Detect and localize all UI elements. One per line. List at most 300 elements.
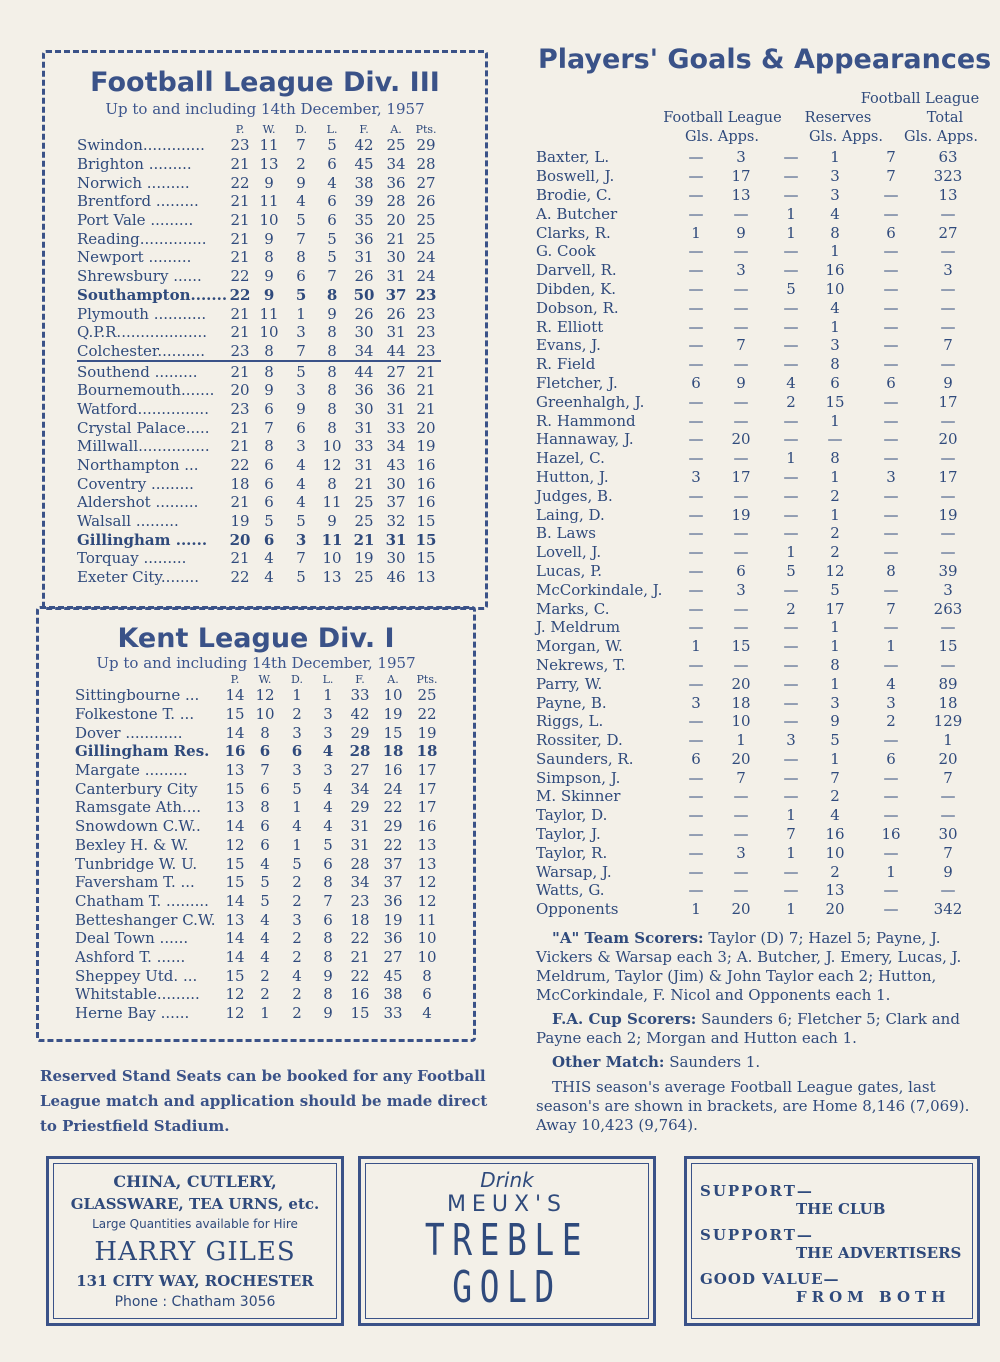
stat-d: 7 bbox=[296, 341, 306, 360]
player-flg: — bbox=[688, 862, 704, 881]
stat-f: 31 bbox=[354, 248, 374, 267]
player-row bbox=[536, 167, 968, 186]
player-ra: 15 bbox=[825, 392, 845, 411]
stat-p: 15 bbox=[225, 966, 245, 985]
player-fla: 13 bbox=[731, 185, 751, 204]
football-league-title: Football League Div. III bbox=[90, 67, 440, 98]
player-ra: 12 bbox=[825, 561, 845, 580]
team-name: Brighton ......... bbox=[77, 155, 192, 174]
stat-a: 31 bbox=[386, 323, 406, 342]
player-ra: 17 bbox=[825, 599, 845, 618]
stat-f: 15 bbox=[350, 1004, 370, 1023]
player-rg: — bbox=[783, 580, 799, 599]
stat-d: 2 bbox=[292, 891, 302, 910]
player-name: R. Hammond bbox=[536, 411, 636, 430]
support-club-1: SUPPORT— bbox=[700, 1182, 814, 1200]
player-row bbox=[536, 486, 968, 505]
giles-line3: Large Quantities available for Hire bbox=[92, 1217, 298, 1231]
player-rg: — bbox=[783, 185, 799, 204]
team-name: Tunbridge W. U. bbox=[75, 854, 198, 873]
player-flg: — bbox=[688, 524, 704, 543]
stat-p: 22 bbox=[230, 568, 250, 587]
player-tg: 4 bbox=[886, 674, 896, 693]
player-flg: — bbox=[688, 185, 704, 204]
player-row bbox=[536, 242, 968, 261]
column-header: L. bbox=[322, 672, 334, 686]
stat-w: 6 bbox=[260, 779, 270, 798]
player-fla: — bbox=[733, 317, 749, 336]
stat-d: 3 bbox=[296, 381, 306, 400]
player-ra: 4 bbox=[830, 298, 840, 317]
other-match bbox=[536, 1053, 981, 1072]
stat-a: 33 bbox=[386, 418, 406, 437]
player-fla: 1 bbox=[736, 731, 746, 750]
stat-p: 21 bbox=[230, 248, 250, 267]
player-row bbox=[536, 355, 968, 374]
table-row bbox=[75, 761, 445, 780]
stat-p: 21 bbox=[230, 155, 250, 174]
player-flg: — bbox=[688, 355, 704, 374]
good-value-1: GOOD VALUE— bbox=[700, 1270, 840, 1288]
player-flg: 6 bbox=[691, 373, 701, 392]
stat-l: 4 bbox=[323, 798, 333, 817]
stat-f: 35 bbox=[354, 211, 374, 230]
player-ta: 13 bbox=[938, 185, 958, 204]
player-ta: 7 bbox=[943, 336, 953, 355]
table-row bbox=[77, 323, 441, 342]
stat-p: 14 bbox=[225, 891, 245, 910]
stat-f: 27 bbox=[350, 761, 370, 780]
table-row bbox=[77, 342, 441, 362]
player-name: McCorkindale, J. bbox=[536, 580, 663, 599]
player-ra: 10 bbox=[825, 279, 845, 298]
player-ra: 1 bbox=[830, 411, 840, 430]
player-ra: 16 bbox=[825, 825, 845, 844]
stat-a: 30 bbox=[386, 549, 406, 568]
stat-a: 19 bbox=[383, 910, 403, 929]
stat-l: 4 bbox=[322, 742, 334, 761]
stat-d: 1 bbox=[292, 798, 302, 817]
player-rg: — bbox=[783, 261, 799, 280]
team-name: Aldershot ......... bbox=[77, 493, 199, 512]
stat-pts: 23 bbox=[415, 285, 437, 304]
stat-l: 4 bbox=[323, 817, 333, 836]
player-ra: 6 bbox=[830, 373, 840, 392]
stat-p: 21 bbox=[230, 437, 250, 456]
stat-w: 8 bbox=[260, 723, 270, 742]
stat-d: 2 bbox=[292, 947, 302, 966]
player-tg: — bbox=[883, 618, 899, 637]
team-name: Q.P.R................... bbox=[77, 323, 208, 342]
stat-f: 45 bbox=[354, 155, 374, 174]
stat-d: 1 bbox=[296, 304, 306, 323]
player-fla: — bbox=[733, 825, 749, 844]
player-name: Lovell, J. bbox=[536, 543, 602, 562]
stat-l: 6 bbox=[323, 854, 333, 873]
stat-d: 3 bbox=[296, 437, 306, 456]
player-ta: — bbox=[940, 298, 956, 317]
player-fla: — bbox=[733, 279, 749, 298]
player-rg: 3 bbox=[786, 731, 796, 750]
stat-d: 4 bbox=[296, 456, 306, 475]
table-row bbox=[77, 173, 441, 192]
player-tg: — bbox=[883, 449, 899, 468]
player-rg: 1 bbox=[786, 204, 796, 223]
player-ra: 3 bbox=[830, 693, 840, 712]
player-flg: — bbox=[688, 317, 704, 336]
stat-l: 1 bbox=[323, 686, 333, 705]
fl-header: Football League bbox=[663, 110, 782, 126]
team-name: Southend ......... bbox=[77, 361, 227, 381]
stat-pts: 20 bbox=[416, 418, 436, 437]
player-ta: — bbox=[940, 411, 956, 430]
reserves-header: Reserves bbox=[804, 110, 872, 126]
player-name: Evans, J. bbox=[536, 336, 601, 355]
player-tg: — bbox=[883, 806, 899, 825]
harry-giles-ad bbox=[46, 1156, 344, 1326]
stat-a: 27 bbox=[381, 361, 411, 381]
player-flg: — bbox=[688, 449, 704, 468]
stat-w: 6 bbox=[260, 835, 270, 854]
meux-drink: Drink bbox=[480, 1168, 534, 1192]
stat-d: 7 bbox=[296, 549, 306, 568]
player-flg: — bbox=[688, 843, 704, 862]
stat-l: 5 bbox=[323, 835, 333, 854]
team-name: Sittingbourne ... bbox=[75, 686, 200, 705]
team-name: Canterbury City bbox=[75, 779, 198, 798]
player-ra: 8 bbox=[830, 449, 840, 468]
player-row bbox=[536, 825, 968, 844]
player-ta: 27 bbox=[938, 223, 958, 242]
player-name: Judges, B. bbox=[536, 486, 613, 505]
player-ta: 30 bbox=[938, 825, 958, 844]
total-cols-header: Gls. Apps. bbox=[904, 129, 978, 145]
stat-pts: 19 bbox=[416, 437, 436, 456]
player-row bbox=[536, 449, 968, 468]
stat-l: 6 bbox=[327, 155, 337, 174]
fl-cols-header: Gls. Apps. bbox=[685, 129, 759, 145]
support-ad bbox=[684, 1156, 980, 1326]
table-row bbox=[77, 530, 441, 549]
player-row bbox=[536, 430, 968, 449]
stat-pts: 6 bbox=[422, 985, 432, 1004]
stat-a: 34 bbox=[386, 437, 406, 456]
player-row bbox=[536, 618, 968, 637]
giles-address: 131 CITY WAY, ROCHESTER bbox=[76, 1272, 314, 1290]
player-ta: — bbox=[940, 242, 956, 261]
table-row bbox=[77, 286, 441, 305]
a-team-scorers bbox=[536, 929, 981, 1005]
stat-l: 8 bbox=[327, 399, 337, 418]
stat-w: 5 bbox=[264, 512, 274, 531]
player-ta: — bbox=[940, 355, 956, 374]
stat-pts: 15 bbox=[416, 512, 436, 531]
player-row bbox=[536, 580, 968, 599]
stat-d: 4 bbox=[296, 493, 306, 512]
player-rg: — bbox=[783, 524, 799, 543]
player-fla: — bbox=[733, 524, 749, 543]
player-row bbox=[536, 637, 968, 656]
table-row bbox=[75, 705, 445, 724]
stat-f: 28 bbox=[350, 854, 370, 873]
player-rg: — bbox=[783, 768, 799, 787]
stat-w: 7 bbox=[264, 418, 274, 437]
player-ta: 7 bbox=[943, 768, 953, 787]
player-ta: 89 bbox=[938, 674, 958, 693]
stat-w: 2 bbox=[260, 966, 270, 985]
player-ra: 3 bbox=[830, 167, 840, 186]
stat-d: 6 bbox=[296, 418, 306, 437]
stat-a: 30 bbox=[386, 474, 406, 493]
football-league-box bbox=[42, 50, 488, 610]
stat-d: 3 bbox=[296, 323, 306, 342]
player-tg: 1 bbox=[886, 637, 896, 656]
stat-a: 37 bbox=[385, 285, 407, 304]
player-row bbox=[536, 186, 968, 205]
stat-pts: 22 bbox=[417, 705, 437, 724]
stat-a: 16 bbox=[383, 761, 403, 780]
column-header: D. bbox=[295, 122, 308, 136]
table-row bbox=[77, 267, 441, 286]
player-name: Riggs, L. bbox=[536, 712, 604, 731]
player-name: R. Elliott bbox=[536, 317, 604, 336]
stat-w: 5 bbox=[260, 891, 270, 910]
player-flg: — bbox=[688, 712, 704, 731]
stat-f: 30 bbox=[354, 399, 374, 418]
player-row bbox=[536, 298, 968, 317]
player-flg: — bbox=[688, 167, 704, 186]
player-rg: — bbox=[783, 411, 799, 430]
player-ra: — bbox=[827, 430, 843, 449]
stat-a: 32 bbox=[386, 512, 406, 531]
player-rg: 4 bbox=[786, 373, 796, 392]
player-name: Parry, W. bbox=[536, 674, 603, 693]
table-row bbox=[77, 456, 441, 475]
stat-w: 10 bbox=[259, 323, 279, 342]
table-row bbox=[75, 742, 445, 761]
stat-w: 9 bbox=[264, 381, 274, 400]
stat-d: 4 bbox=[292, 817, 302, 836]
stat-l: 9 bbox=[323, 966, 333, 985]
player-tg: — bbox=[883, 731, 899, 750]
player-flg: — bbox=[688, 279, 704, 298]
player-row bbox=[536, 693, 968, 712]
player-flg: — bbox=[688, 825, 704, 844]
player-rg: — bbox=[783, 749, 799, 768]
stat-w: 12 bbox=[255, 686, 275, 705]
stat-f: 21 bbox=[354, 474, 374, 493]
player-ra: 2 bbox=[830, 862, 840, 881]
stat-p: 14 bbox=[225, 817, 245, 836]
player-row bbox=[536, 674, 968, 693]
stat-pts: 24 bbox=[416, 267, 436, 286]
stat-l: 8 bbox=[323, 947, 333, 966]
table-header-row bbox=[77, 122, 441, 136]
player-ra: 7 bbox=[830, 768, 840, 787]
player-flg: — bbox=[688, 674, 704, 693]
column-header: P. bbox=[230, 672, 240, 686]
player-name: Hutton, J. bbox=[536, 467, 609, 486]
stat-l: 7 bbox=[327, 267, 337, 286]
stat-d: 2 bbox=[292, 929, 302, 948]
stat-pts: 25 bbox=[416, 211, 436, 230]
column-header: F. bbox=[355, 672, 365, 686]
player-name: J. Meldrum bbox=[536, 618, 621, 637]
stat-w: 6 bbox=[264, 456, 274, 475]
meux-gold: GOLD bbox=[452, 1262, 562, 1313]
stat-f: 34 bbox=[354, 341, 374, 360]
player-row bbox=[536, 768, 968, 787]
player-tg: — bbox=[883, 204, 899, 223]
table-row bbox=[75, 948, 445, 967]
stat-l: 8 bbox=[323, 929, 333, 948]
stat-f: 29 bbox=[350, 723, 370, 742]
stat-d: 1 bbox=[292, 835, 302, 854]
football-league-table bbox=[77, 122, 441, 587]
stat-d: 5 bbox=[295, 285, 307, 304]
player-name: Taylor, D. bbox=[536, 806, 608, 825]
stat-w: 6 bbox=[264, 474, 274, 493]
player-ta: 3 bbox=[943, 580, 953, 599]
meux-ad bbox=[358, 1156, 656, 1326]
stat-a: 29 bbox=[383, 817, 403, 836]
giles-line2: GLASSWARE, TEA URNS, etc. bbox=[70, 1195, 320, 1213]
stat-f: 34 bbox=[350, 779, 370, 798]
stat-f: 21 bbox=[350, 947, 370, 966]
stat-w: 4 bbox=[264, 568, 274, 587]
team-name: Faversham T. ... bbox=[75, 873, 195, 892]
player-name: A. Butcher bbox=[536, 204, 618, 223]
stat-l: 10 bbox=[322, 549, 342, 568]
player-ra: 5 bbox=[830, 731, 840, 750]
a-team-text: Taylor (D) 7; Hazel 5; Payne, J. Vickers & Warsap each 3; A. Butcher, J. Emery, Lucas, J. Meldrum, Taylor (Jim) & John Taylor each 2; Hutton, McCorkindale, F. Nicol and Opponents each 1. bbox=[536, 929, 962, 1004]
player-row bbox=[536, 712, 968, 731]
table-row bbox=[77, 437, 441, 456]
player-rg: 1 bbox=[786, 806, 796, 825]
player-fla: — bbox=[733, 787, 749, 806]
player-flg: — bbox=[688, 881, 704, 900]
stat-pts: 28 bbox=[416, 155, 436, 174]
player-fla: 18 bbox=[731, 693, 751, 712]
stat-a: 36 bbox=[383, 929, 403, 948]
player-rg: — bbox=[783, 242, 799, 261]
player-tg: — bbox=[883, 900, 899, 919]
player-ta: 19 bbox=[938, 505, 958, 524]
player-ra: 1 bbox=[830, 674, 840, 693]
stat-l: 8 bbox=[327, 341, 337, 360]
team-name: Walsall ......... bbox=[77, 512, 179, 531]
player-rg: 2 bbox=[786, 599, 796, 618]
stat-f: 28 bbox=[349, 742, 371, 761]
giles-phone: Phone : Chatham 3056 bbox=[114, 1294, 276, 1310]
stat-pts: 19 bbox=[417, 723, 437, 742]
stat-w: 1 bbox=[260, 1004, 270, 1023]
player-fla: 7 bbox=[736, 768, 746, 787]
stat-f: 31 bbox=[354, 456, 374, 475]
stat-a: 28 bbox=[386, 192, 406, 211]
player-ta: — bbox=[940, 317, 956, 336]
player-tg: 1 bbox=[886, 862, 896, 881]
other-match-text: Saunders 1. bbox=[669, 1053, 761, 1071]
player-row bbox=[536, 562, 968, 581]
stat-a: 26 bbox=[386, 304, 406, 323]
stat-w: 6 bbox=[259, 742, 271, 761]
player-name: Baxter, L. bbox=[536, 148, 610, 167]
stat-p: 12 bbox=[225, 1004, 245, 1023]
table-row bbox=[77, 474, 441, 493]
player-ra: 1 bbox=[830, 505, 840, 524]
player-fla: — bbox=[733, 599, 749, 618]
player-flg: — bbox=[688, 298, 704, 317]
player-flg: 6 bbox=[691, 749, 701, 768]
player-flg: — bbox=[688, 599, 704, 618]
stat-d: 3 bbox=[295, 530, 307, 549]
stat-a: 37 bbox=[383, 873, 403, 892]
stat-p: 15 bbox=[225, 705, 245, 724]
player-name: Lucas, P. bbox=[536, 561, 603, 580]
stat-a: 20 bbox=[386, 211, 406, 230]
player-rg: — bbox=[783, 467, 799, 486]
stat-f: 42 bbox=[350, 705, 370, 724]
stat-f: 16 bbox=[350, 985, 370, 1004]
team-name: Shrewsbury ...... bbox=[77, 267, 202, 286]
stat-p: 15 bbox=[225, 873, 245, 892]
player-flg: — bbox=[688, 806, 704, 825]
stat-pts: 17 bbox=[417, 798, 437, 817]
player-ra: 2 bbox=[830, 787, 840, 806]
player-row bbox=[536, 280, 968, 299]
stat-p: 23 bbox=[230, 341, 250, 360]
player-row bbox=[536, 656, 968, 675]
player-flg: — bbox=[688, 731, 704, 750]
player-tg: — bbox=[883, 881, 899, 900]
stat-f: 44 bbox=[347, 361, 381, 381]
team-name: Sheppey Utd. ... bbox=[75, 966, 198, 985]
player-tg: — bbox=[883, 580, 899, 599]
player-rg: — bbox=[783, 881, 799, 900]
other-match-label: Other Match: bbox=[552, 1053, 665, 1071]
stat-l: 4 bbox=[323, 779, 333, 798]
stat-d: 7 bbox=[296, 229, 306, 248]
stat-f: 26 bbox=[354, 267, 374, 286]
player-ta: — bbox=[940, 449, 956, 468]
stat-f: 50 bbox=[353, 285, 375, 304]
team-name: Reading.............. bbox=[77, 229, 207, 248]
stat-d: 4 bbox=[296, 474, 306, 493]
player-fla: — bbox=[733, 543, 749, 562]
player-rg: — bbox=[783, 787, 799, 806]
player-row bbox=[536, 392, 968, 411]
player-tg: — bbox=[883, 768, 899, 787]
stat-d: 4 bbox=[292, 966, 302, 985]
player-flg: — bbox=[688, 411, 704, 430]
stat-p: 14 bbox=[225, 929, 245, 948]
player-ta: 20 bbox=[938, 430, 958, 449]
player-row bbox=[536, 543, 968, 562]
player-name: B. Laws bbox=[536, 524, 596, 543]
stat-d: 4 bbox=[296, 192, 306, 211]
player-tg: — bbox=[883, 430, 899, 449]
team-name: Snowdown C.W.. bbox=[75, 817, 201, 836]
player-fla: 19 bbox=[731, 505, 751, 524]
player-fla: 7 bbox=[736, 336, 746, 355]
player-fla: 10 bbox=[731, 712, 751, 731]
player-name: Fletcher, J. bbox=[536, 373, 618, 392]
player-row bbox=[536, 881, 968, 900]
player-rg: 5 bbox=[786, 279, 796, 298]
player-name: Rossiter, D. bbox=[536, 731, 623, 750]
team-name: Millwall............... bbox=[77, 437, 210, 456]
